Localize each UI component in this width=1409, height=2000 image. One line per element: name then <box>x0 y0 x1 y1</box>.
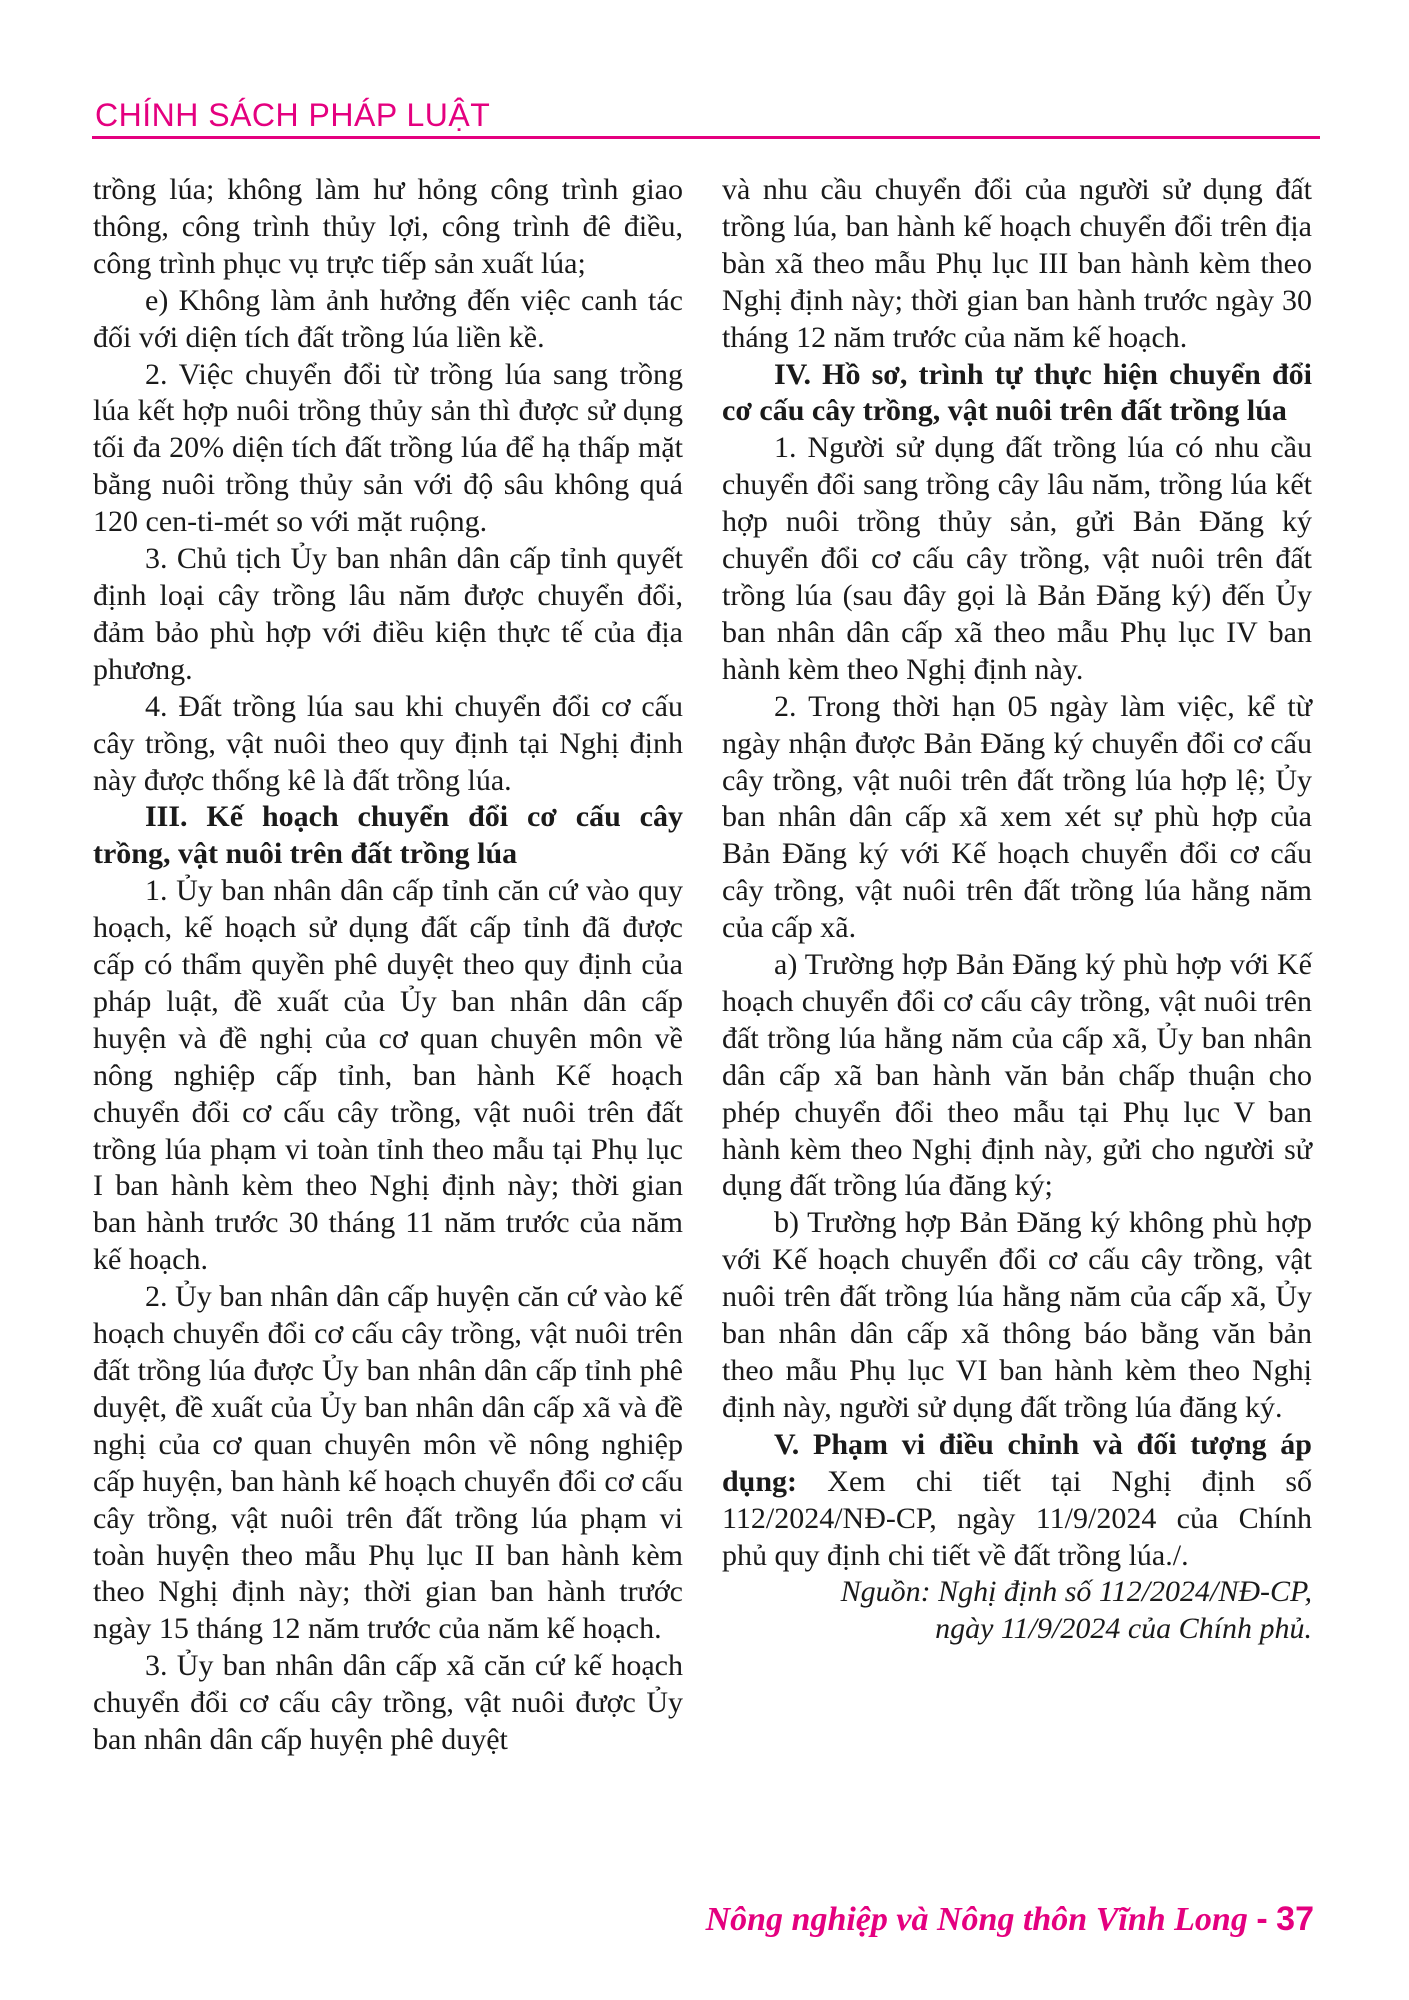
footer-separator: - <box>1256 1900 1268 1938</box>
header-divider <box>92 136 1320 139</box>
paragraph: b) Trường hợp Bản Đăng ký không phù hợp với Kế hoạch chuyển đổi cơ cấu cây trồng, vật nuôi trên đất trồng lúa hằng năm của cấp xã, Ủy ban nhân dân cấp xã thông báo bằng văn bản theo mẫu Phụ lục VI ban hành kèm theo Nghị định này, người sử dụng đất trồng lúa đăng ký. <box>722 1206 1312 1424</box>
right-column <box>722 172 1312 1648</box>
section-heading-v <box>722 1427 1312 1575</box>
heading-v-text: Xem chi tiết tại Nghị định số 112/2024/NĐ-CP, ngày 11/9/2024 của Chính phủ quy định chi tiết về đất trồng lúa./. <box>722 1464 1312 1572</box>
paragraph: e) Không làm ảnh hưởng đến việc canh tác đối với diện tích đất trồng lúa liền kề. <box>93 283 683 354</box>
paragraph: 4. Đất trồng lúa sau khi chuyển đổi cơ cấu cây trồng, vật nuôi theo quy định tại Nghị định này được thống kê là đất trồng lúa. <box>93 689 683 797</box>
section-heading-iii: III. Kế hoạch chuyển đổi cơ cấu cây trồng, vật nuôi trên đất trồng lúa <box>93 800 683 871</box>
section-title: CHÍNH SÁCH PHÁP LUẬT <box>95 97 491 133</box>
left-column <box>93 172 683 1759</box>
heading-v-label: V. Phạm vi điều chỉnh và đối tượng áp dụng: <box>722 1427 1312 1498</box>
paragraph: a) Trường hợp Bản Đăng ký phù hợp với Kế hoạch chuyển đổi cơ cấu cây trồng, vật nuôi trên đất trồng lúa hằng năm của cấp xã, Ủy ban nhân dân cấp xã ban hành văn bản chấp thuận cho phép chuyển đổi theo mẫu tại Phụ lục V ban hành kèm theo Nghị định này, gửi cho người sử dụng đất trồng lúa đăng ký; <box>722 948 1312 1203</box>
paragraph: trồng lúa; không làm hư hỏng công trình giao thông, công trình thủy lợi, công trình đê điều, công trình phục vụ trực tiếp sản xuất lúa; <box>93 173 683 280</box>
paragraph: 1. Người sử dụng đất trồng lúa có nhu cầu chuyển đổi sang trồng cây lâu năm, trồng lúa kết hợp nuôi trồng thủy sản, gửi Bản Đăng ký chuyển đổi cơ cấu cây trồng, vật nuôi trên đất trồng lúa (sau đây gọi là Bản Đăng ký) đến Ủy ban nhân dân cấp xã theo mẫu Phụ lục IV ban hành kèm theo Nghị định này. <box>722 431 1312 686</box>
paragraph: 2. Ủy ban nhân dân cấp huyện căn cứ vào kế hoạch chuyển đổi cơ cấu cây trồng, vật nuôi trên đất trồng lúa được Ủy ban nhân dân cấp tỉnh phê duyệt, đề xuất của Ủy ban nhân dân cấp xã và đề nghị của cơ quan chuyên môn về nông nghiệp cấp huyện, ban hành kế hoạch chuyển đổi cơ cấu cây trồng, vật nuôi trên đất trồng lúa phạm vi toàn huyện theo mẫu Phụ lục II ban hành kèm theo Nghị định này; thời gian ban hành trước ngày 15 tháng 12 năm trước của năm kế hoạch. <box>93 1280 683 1646</box>
paragraph: 1. Ủy ban nhân dân cấp tỉnh căn cứ vào quy hoạch, kế hoạch sử dụng đất cấp tỉnh đã được cấp có thẩm quyền phê duyệt theo quy định của pháp luật, đề xuất của Ủy ban nhân dân cấp huyện và đề nghị của cơ quan chuyên môn về nông nghiệp cấp tỉnh, ban hành Kế hoạch chuyển đổi cơ cấu cây trồng, vật nuôi trên đất trồng lúa phạm vi toàn tỉnh theo mẫu tại Phụ lục I ban hành kèm theo Nghị định này; thời gian ban hành trước 30 tháng 11 năm trước của năm kế hoạch. <box>93 874 683 1277</box>
magazine-name: Nông nghiệp và Nông thôn Vĩnh Long <box>705 1901 1248 1938</box>
paragraph: 3. Ủy ban nhân dân cấp xã căn cứ kế hoạch chuyển đổi cơ cấu cây trồng, vật nuôi được Ủy ban nhân dân cấp huyện phê duyệt <box>93 1649 683 1757</box>
page-footer <box>706 1900 1314 1939</box>
section-heading-iv: IV. Hồ sơ, trình tự thực hiện chuyển đổi cơ cấu cây trồng, vật nuôi trên đất trồng lúa <box>722 357 1312 428</box>
paragraph: 2. Việc chuyển đổi từ trồng lúa sang trồng lúa kết hợp nuôi trồng thủy sản thì được sử dụng tối đa 20% diện tích đất trồng lúa để hạ thấp mặt bằng nuôi trồng thủy sản với độ sâu không quá 120 cen-ti-mét so với mặt ruộng. <box>93 357 683 539</box>
paragraph: 2. Trong thời hạn 05 ngày làm việc, kể từ ngày nhận được Bản Đăng ký chuyển đổi cơ cấu cây trồng, vật nuôi trên đất trồng lúa hợp lệ; Ủy ban nhân dân cấp xã xem xét sự phù hợp của Bản Đăng ký với Kế hoạch chuyển đổi cơ cấu cây trồng, vật nuôi trên đất trồng lúa hằng năm của cấp xã. <box>722 689 1312 945</box>
paragraph: và nhu cầu chuyển đổi của người sử dụng đất trồng lúa, ban hành kế hoạch chuyển đổi trên địa bàn xã theo mẫu Phụ lục III ban hành kèm theo Nghị định này; thời gian ban hành trước ngày 30 tháng 12 năm trước của năm kế hoạch. <box>722 173 1312 354</box>
page-number: 37 <box>1276 1900 1314 1938</box>
paragraph: 3. Chủ tịch Ủy ban nhân dân cấp tỉnh quyết định loại cây trồng lâu năm được chuyển đổi, đảm bảo phù hợp với điều kiện thực tế của địa phương. <box>93 542 683 686</box>
source-line: ngày 11/9/2024 của Chính phủ. <box>935 1612 1312 1646</box>
source-line: Nguồn: Nghị định số 112/2024/NĐ-CP, <box>840 1575 1312 1609</box>
